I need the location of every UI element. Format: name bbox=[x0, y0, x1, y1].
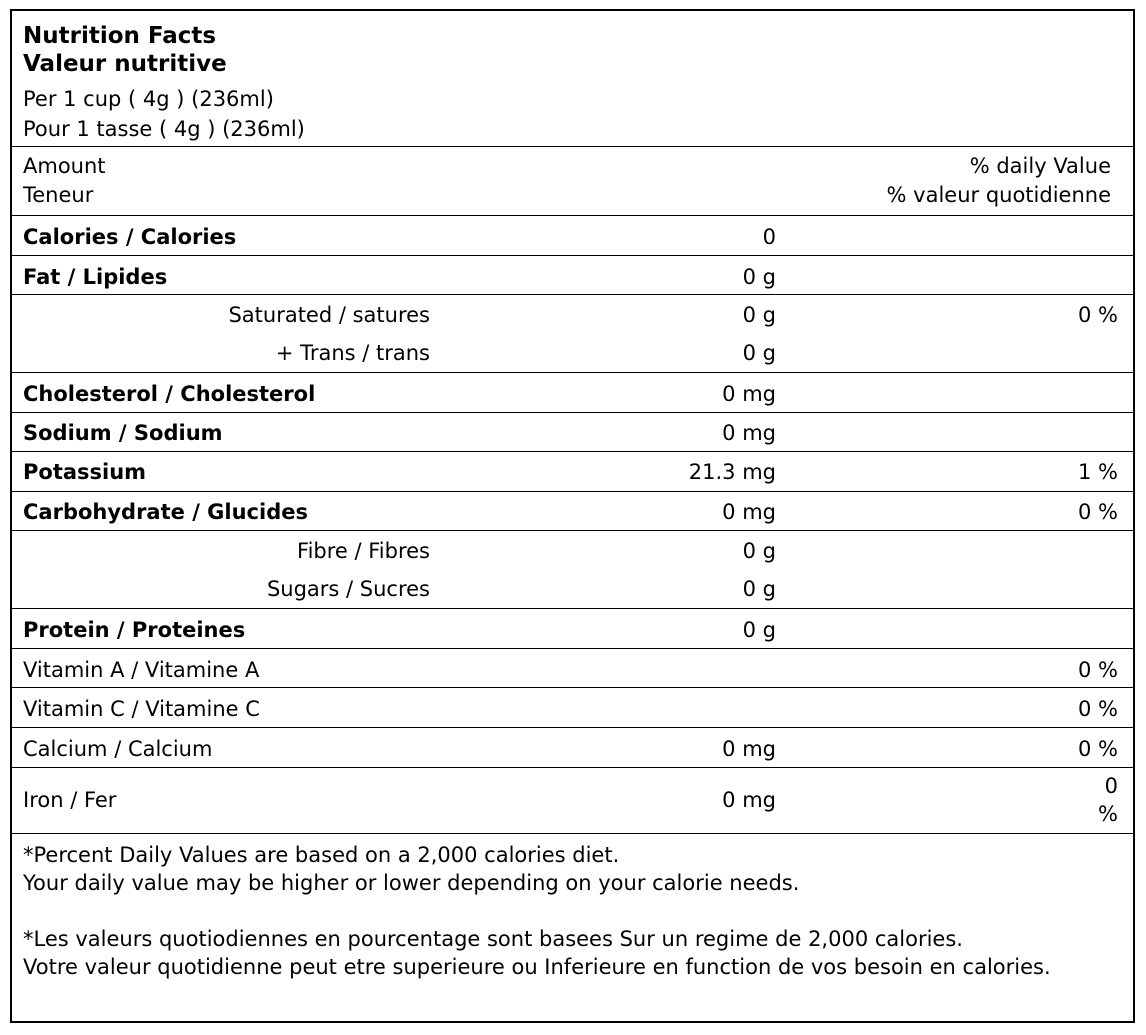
nutrient-name-trans: + Trans / trans bbox=[275, 341, 430, 365]
row-iron bbox=[12, 768, 1133, 834]
row-potassium bbox=[12, 452, 1133, 492]
daily-value-saturated: 0 % bbox=[1078, 303, 1118, 327]
title-en: Nutrition Facts bbox=[23, 23, 217, 49]
row-fat-breakdown bbox=[12, 295, 1133, 373]
nutrient-name: Potassium bbox=[23, 460, 147, 484]
daily-value-label-fr: % valeur quotidienne bbox=[886, 183, 1111, 207]
title-fr: Valeur nutritive bbox=[23, 51, 227, 77]
nutrient-name-sugars: Sugars / Sucres bbox=[266, 577, 430, 601]
nutrient-amount: 0 g bbox=[742, 265, 776, 289]
nutrient-amount-saturated: 0 g bbox=[742, 303, 776, 327]
nutrient-amount: 0 g bbox=[742, 618, 776, 642]
footnote bbox=[23, 841, 1123, 981]
nutrient-name: Vitamin C / Vitamine C bbox=[23, 697, 260, 721]
daily-value-number: 0 bbox=[1104, 774, 1118, 798]
row-vitamin-a bbox=[12, 649, 1133, 688]
nutrient-name: Protein / Proteines bbox=[23, 618, 246, 642]
nutrient-name-saturated: Saturated / satures bbox=[228, 303, 430, 327]
nutrient-amount: 0 mg bbox=[722, 500, 776, 524]
serving-size-fr: Pour 1 tasse ( 4g ) (236ml) bbox=[23, 117, 305, 141]
amount-label-en: Amount bbox=[23, 154, 106, 178]
nutrient-amount: 0 mg bbox=[722, 788, 776, 812]
nutrient-amount-trans: 0 g bbox=[742, 341, 776, 365]
row-fat bbox=[12, 256, 1133, 295]
nutrient-amount: 0 mg bbox=[722, 421, 776, 445]
nutrient-name: Iron / Fer bbox=[23, 788, 117, 812]
daily-value: 0 % bbox=[1078, 500, 1118, 524]
nutrient-amount-fibre: 0 g bbox=[742, 539, 776, 563]
footnote-fr-line1: *Les valeurs quotiodiennes en pourcentage sont basees Sur un regime de 2,000 calories. bbox=[23, 927, 963, 951]
nutrient-name: Vitamin A / Vitamine A bbox=[23, 658, 260, 682]
row-carbohydrate-breakdown bbox=[12, 531, 1133, 609]
nutrient-name: Carbohydrate / Glucides bbox=[23, 500, 308, 524]
nutrient-name: Fat / Lipides bbox=[23, 265, 168, 289]
daily-value: 1 % bbox=[1078, 460, 1118, 484]
nutrient-amount-sugars: 0 g bbox=[742, 577, 776, 601]
nutrient-name: Cholesterol / Cholesterol bbox=[23, 382, 316, 406]
amount-label-fr: Teneur bbox=[23, 183, 94, 207]
footnote-fr-line2: Votre valeur quotidienne peut etre superieure ou Inferieure en function de vos besoin en calories. bbox=[23, 955, 1051, 979]
footnote-en-line1: *Percent Daily Values are based on a 2,000 calories diet. bbox=[23, 843, 620, 867]
daily-value: 0 % bbox=[1078, 658, 1118, 682]
nutrient-name: Calories / Calories bbox=[23, 225, 237, 249]
column-headers bbox=[12, 147, 1133, 216]
nutrient-name: Sodium / Sodium bbox=[23, 421, 223, 445]
row-calories bbox=[12, 216, 1133, 256]
label-header bbox=[12, 11, 1133, 147]
serving-size-en: Per 1 cup ( 4g ) (236ml) bbox=[23, 87, 274, 111]
nutrient-amount: 0 bbox=[762, 225, 776, 249]
row-carbohydrate bbox=[12, 492, 1133, 531]
nutrient-name-fibre: Fibre / Fibres bbox=[297, 539, 430, 563]
nutrient-amount: 21.3 mg bbox=[688, 460, 776, 484]
daily-value-percent: % bbox=[1098, 802, 1118, 826]
row-cholesterol bbox=[12, 373, 1133, 413]
row-calcium bbox=[12, 728, 1133, 768]
daily-value: 0 % bbox=[1078, 697, 1118, 721]
daily-value-label-en: % daily Value bbox=[969, 154, 1111, 178]
row-protein bbox=[12, 609, 1133, 649]
nutrient-amount: 0 mg bbox=[722, 382, 776, 406]
footnote-en-line2: Your daily value may be higher or lower depending on your calorie needs. bbox=[23, 871, 800, 895]
row-sodium bbox=[12, 413, 1133, 452]
nutrient-name: Calcium / Calcium bbox=[23, 737, 213, 761]
daily-value: 0 % bbox=[1078, 737, 1118, 761]
row-vitamin-c bbox=[12, 688, 1133, 728]
nutrient-amount: 0 mg bbox=[722, 737, 776, 761]
nutrition-facts-panel bbox=[10, 9, 1135, 1023]
